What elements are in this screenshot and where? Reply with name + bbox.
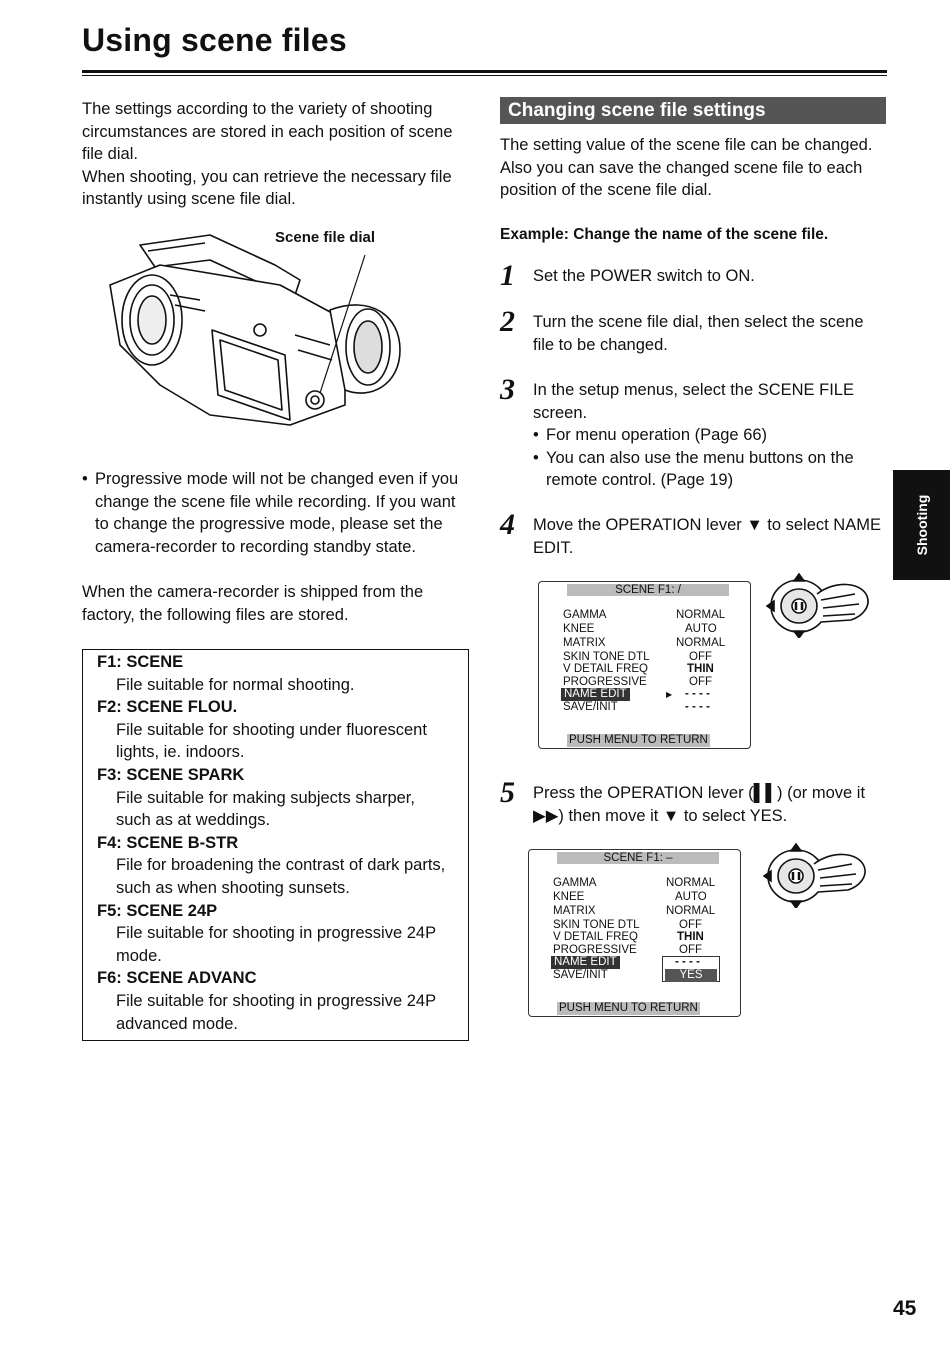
text-line: instantly using scene file dial.: [82, 190, 296, 209]
figure-caption: Scene file dial: [275, 229, 376, 246]
menu-item: GAMMA: [553, 877, 597, 889]
step-number: 1: [500, 259, 515, 292]
menu-item-selected: NAME EDIT: [561, 688, 630, 701]
menu-value: NORMAL: [676, 609, 726, 621]
menu-value: - - - -: [675, 956, 700, 968]
file-desc: File suitable for normal shooting.: [116, 675, 355, 694]
section-heading: Changing scene file settings: [500, 97, 886, 124]
menu-value: NORMAL: [676, 637, 726, 649]
menu-item: KNEE: [553, 891, 585, 903]
menu-item: SKIN TONE DTL: [563, 651, 650, 663]
file-name: F4: SCENE B-STR: [97, 833, 239, 852]
example-heading: Example: Change the name of the scene file.: [500, 226, 829, 243]
menu-value: AUTO: [675, 891, 707, 903]
menu-item: MATRIX: [563, 637, 606, 649]
step-4: [500, 508, 895, 564]
step-text: [533, 311, 893, 356]
menu-value: - - - -: [685, 701, 710, 713]
menu-header: SCENE F1: –: [557, 852, 719, 864]
progressive-note: • Progressive mode will not be changed even if you change the scene file while recording. If you want to change the progressive mode, please set the camera-recorder to recording standby state.: [82, 468, 477, 558]
menu-item: PROGRESSIVE: [553, 944, 637, 956]
text-line: file to be changed.: [533, 335, 668, 354]
step-number: 2: [500, 305, 515, 338]
menu-value: OFF: [689, 651, 712, 663]
shipped-paragraph: [82, 581, 472, 626]
menu-value: OFF: [679, 944, 702, 956]
step-number: 5: [500, 776, 515, 809]
step-3: [500, 373, 895, 499]
text-line: You can also use the menu buttons on the: [546, 448, 854, 467]
menu-item: GAMMA: [563, 609, 607, 621]
file-desc: mode.: [116, 946, 162, 965]
text-line: The setting value of the scene file can be changed.: [500, 136, 873, 154]
title-rule: [82, 70, 887, 73]
menu-value: - - - -: [685, 688, 710, 700]
file-desc: File for broadening the contrast of dark parts,: [116, 856, 446, 875]
menu-value: OFF: [689, 676, 712, 688]
text-line: position of the scene file dial.: [500, 181, 712, 200]
text-line: Progressive mode will not be changed even if you: [95, 470, 459, 488]
text-line: When shooting, you can retrieve the necessary file: [82, 167, 452, 186]
menu-screen-name-edit: [538, 581, 751, 749]
text-line: Press the OPERATION lever (▌▌) (or move it: [533, 784, 866, 802]
menu-value: AUTO: [685, 623, 717, 635]
menu-value: OFF: [679, 919, 702, 931]
menu-item-selected: NAME EDIT: [551, 956, 620, 969]
text-line: Set the POWER switch to ON.: [533, 267, 755, 285]
text-line: Move the OPERATION lever ▼ to select NAME: [533, 516, 881, 534]
operation-lever-press-icon: [762, 842, 870, 908]
file-desc: File suitable for making subjects sharper,: [116, 788, 415, 807]
file-name: F2: SCENE FLOU.: [97, 698, 238, 717]
cursor-arrow-icon: ▶: [666, 690, 673, 699]
page-number: 45: [893, 1297, 917, 1320]
menu-item: PROGRESSIVE: [563, 676, 647, 688]
menu-value: NORMAL: [666, 905, 716, 917]
text-line: In the setup menus, select the SCENE FILE: [533, 381, 854, 399]
menu-value: THIN: [687, 663, 714, 675]
side-tab-label: Shooting: [913, 494, 930, 556]
step-text: [533, 782, 893, 827]
text-line: EDIT.: [533, 538, 574, 557]
text-line: When the camera-recorder is shipped from the: [82, 583, 424, 601]
step-2: [500, 305, 895, 361]
menu-footer: PUSH MENU TO RETURN: [559, 1002, 698, 1014]
text-line: ▶▶) then move it ▼ to select YES.: [533, 806, 788, 825]
menu-header: SCENE F1: /: [567, 584, 729, 596]
file-name: F1: SCENE: [97, 653, 184, 671]
menu-item: V DETAIL FREQ: [563, 663, 648, 675]
scene-files-box: [82, 649, 469, 1041]
menu-screen-confirm: [528, 849, 741, 1017]
menu-value: THIN: [677, 931, 704, 943]
step-number: 4: [500, 508, 515, 541]
operation-lever-icon: [765, 572, 873, 638]
menu-footer: PUSH MENU TO RETURN: [569, 734, 708, 746]
menu-item: KNEE: [563, 623, 595, 635]
menu-item: SKIN TONE DTL: [553, 919, 640, 931]
file-desc: lights, ie. indoors.: [116, 743, 245, 762]
menu-item: MATRIX: [553, 905, 596, 917]
text-line: Also you can save the changed scene file to each: [500, 158, 863, 177]
file-desc: advanced mode.: [116, 1014, 239, 1033]
camera-illustration: [100, 225, 430, 435]
menu-item: SAVE/INIT: [563, 701, 618, 713]
section-side-tab: [893, 470, 950, 580]
menu-value: NORMAL: [666, 877, 716, 889]
text-line: circumstances are stored in each position of scene: [82, 122, 453, 141]
file-name: F5: SCENE 24P: [97, 901, 218, 920]
text-line: change the scene file while recording. If you want: [95, 492, 456, 511]
menu-item: SAVE/INIT: [553, 969, 608, 981]
file-desc: File suitable for shooting in progressive 24P: [116, 991, 437, 1010]
file-name: F6: SCENE ADVANC: [97, 969, 257, 988]
step-text: [533, 265, 893, 288]
text-line: factory, the following files are stored.: [82, 605, 349, 624]
menu-item: V DETAIL FREQ: [553, 931, 638, 943]
text-line: to change the progressive mode, please set the: [95, 515, 443, 534]
text-line: Turn the scene file dial, then select the scene: [533, 313, 864, 331]
file-name: F3: SCENE SPARK: [97, 765, 245, 784]
menu-value-yes: YES: [665, 969, 717, 982]
text-line: file dial.: [82, 145, 138, 164]
text-line: For menu operation (Page 66): [546, 426, 768, 445]
text-line: camera-recorder to recording standby state.: [95, 537, 416, 556]
page-title: Using scene files: [82, 22, 347, 58]
file-desc: such as at weddings.: [116, 811, 271, 830]
step-text: [533, 514, 893, 559]
text-line: The settings according to the variety of shooting: [82, 100, 433, 118]
title-rule-thin: [82, 75, 887, 76]
file-desc: such as when shooting sunsets.: [116, 878, 350, 897]
step-5: [500, 776, 895, 832]
file-desc: File suitable for shooting in progressive 24P: [116, 924, 437, 943]
step-1: [500, 259, 895, 295]
text-line: screen.: [533, 403, 588, 422]
file-desc: File suitable for shooting under fluorescent: [116, 720, 427, 739]
step-number: 3: [500, 373, 515, 406]
intro-paragraph: [82, 98, 472, 211]
step-text: In the setup menus, select the SCENE FILE screen. • For menu operation (Page 66) • You can also use the menu buttons on the remote control. (Page 19): [533, 379, 893, 492]
right-intro: [500, 134, 895, 202]
text-line: remote control. (Page 19): [546, 471, 734, 490]
